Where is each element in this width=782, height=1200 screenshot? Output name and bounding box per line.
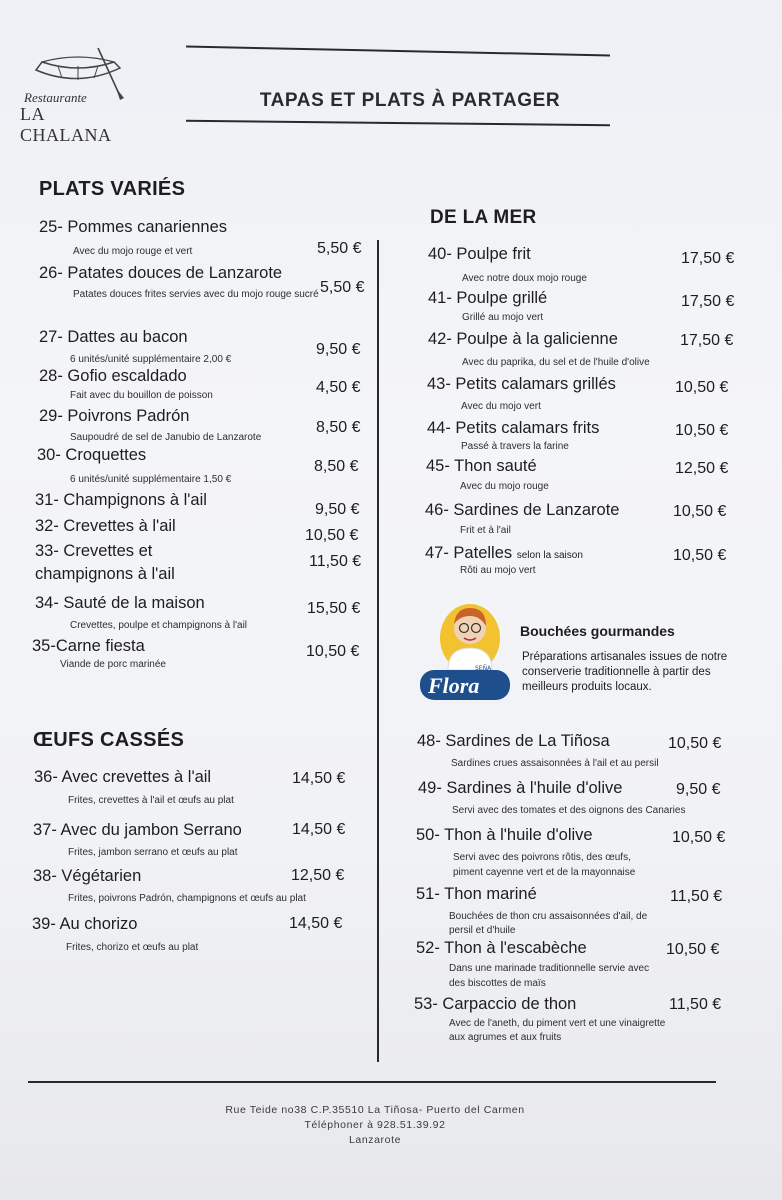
item-price: 8,50 € bbox=[316, 419, 361, 436]
item-price: 9,50 € bbox=[316, 341, 361, 358]
restaurant-logo bbox=[18, 40, 138, 145]
title-rule-top bbox=[186, 46, 610, 57]
item-name: 38- Végétarien bbox=[33, 867, 142, 885]
item-name: 42- Poulpe à la galicienne bbox=[428, 330, 618, 348]
footer-region: Lanzarote bbox=[348, 1134, 402, 1146]
item-price: 10,50 € bbox=[668, 735, 722, 752]
item-description-line2: persil et d'huile bbox=[449, 925, 516, 936]
footer-address: Rue Teide no38 C.P.35510 La Tiñosa- Puerto del Carmen bbox=[225, 1104, 525, 1116]
item-price: 10,50 € bbox=[673, 503, 727, 520]
item-description: Crevettes, poulpe et champignons à l'ail bbox=[70, 620, 248, 631]
item-description: Avec du mojo vert bbox=[461, 401, 541, 412]
item-name: 35-Carne fiesta bbox=[32, 637, 145, 655]
item-description: Dans une marinade traditionnelle servie avec bbox=[449, 963, 650, 974]
item-description: Frites, crevettes à l'ail et œufs au plat bbox=[68, 795, 234, 806]
item-name: 33- Crevettes et bbox=[35, 542, 153, 560]
item-name: 50- Thon à l'huile d'olive bbox=[416, 826, 593, 844]
item-price: 9,50 € bbox=[676, 781, 721, 798]
item-description: Frites, chorizo et œufs au plat bbox=[66, 942, 199, 953]
item-price: 10,50 € bbox=[666, 941, 720, 958]
item-season-note: selon la saison bbox=[516, 550, 583, 561]
item-price: 10,50 € bbox=[672, 829, 726, 846]
logo-subtitle: Restaurante bbox=[24, 90, 87, 105]
page-title: TAPAS ET PLATS À PARTAGER bbox=[259, 90, 561, 111]
item-description: Servi avec des poivrons rôtis, des œufs, bbox=[453, 852, 631, 863]
item-name: 44- Petits calamars frits bbox=[427, 419, 600, 437]
item-price: 17,50 € bbox=[681, 293, 735, 310]
item-name: 32- Crevettes à l'ail bbox=[35, 517, 176, 535]
item-description: Saupoudré de sel de Janubio de Lanzarote bbox=[70, 432, 262, 443]
item-name: 29- Poivrons Padrón bbox=[39, 407, 190, 425]
item-name bbox=[425, 544, 583, 563]
item-price: 10,50 € bbox=[305, 527, 359, 544]
item-price: 5,50 € bbox=[320, 279, 365, 296]
item-price: 11,50 € bbox=[309, 553, 362, 570]
item-name-text: 47- Patelles bbox=[425, 544, 513, 562]
item-name: 53- Carpaccio de thon bbox=[414, 995, 577, 1013]
item-price: 4,50 € bbox=[316, 379, 361, 396]
item-name: 36- Avec crevettes à l'ail bbox=[34, 768, 212, 786]
item-price: 14,50 € bbox=[292, 821, 346, 838]
item-description: Patates douces frites servies avec du mojo rouge sucré bbox=[73, 289, 319, 300]
item-description: Avec notre doux mojo rouge bbox=[462, 273, 587, 284]
item-description: Sardines crues assaisonnées à l'ail et au persil bbox=[451, 758, 659, 769]
item-description: Avec du mojo rouge bbox=[460, 481, 549, 492]
item-description: 6 unités/unité supplémentaire 1,50 € bbox=[70, 474, 232, 485]
footer-phone: Téléphoner à 928.51.39.92 bbox=[304, 1119, 446, 1131]
bouchees-description: Préparations artisanales issues de notre conserverie traditionnelle à partir des meilleurs produits locaux. bbox=[522, 651, 728, 693]
item-description: Avec du mojo rouge et vert bbox=[73, 246, 193, 257]
item-name: 31- Champignons à l'ail bbox=[35, 491, 207, 509]
item-description: Viande de porc marinée bbox=[60, 659, 166, 670]
item-price: 8,50 € bbox=[314, 458, 359, 475]
title-rule-bottom bbox=[186, 120, 610, 126]
item-name: 43- Petits calamars grillés bbox=[427, 375, 616, 393]
item-description-line2: piment cayenne vert et de la mayonnaise bbox=[453, 867, 636, 878]
item-description-line2: des biscottes de maïs bbox=[449, 978, 546, 989]
section-heading-oeufs-casses: ŒUFS CASSÉS bbox=[33, 729, 185, 751]
item-price: 17,50 € bbox=[681, 250, 735, 267]
item-price: 17,50 € bbox=[680, 332, 734, 349]
item-price: 10,50 € bbox=[675, 379, 729, 396]
item-price: 14,50 € bbox=[292, 770, 346, 787]
flora-brand: Flora bbox=[428, 673, 480, 698]
item-name: 48- Sardines de La Tiñosa bbox=[417, 732, 610, 750]
item-description: 6 unités/unité supplémentaire 2,00 € bbox=[70, 354, 232, 365]
item-name: 34- Sauté de la maison bbox=[35, 594, 205, 612]
item-description: Avec du paprika, du sel et de l'huile d'olive bbox=[462, 357, 650, 368]
item-name: 45- Thon sauté bbox=[426, 457, 537, 475]
item-description: Frites, poivrons Padrón, champignons et œufs au plat bbox=[68, 893, 306, 904]
flora-brand-small: SEÑA bbox=[475, 665, 492, 672]
item-name: 40- Poulpe frit bbox=[428, 245, 531, 263]
item-description: Frit et à l'ail bbox=[460, 525, 511, 536]
item-description: Fait avec du bouillon de poisson bbox=[70, 390, 213, 401]
item-price: 9,50 € bbox=[315, 501, 360, 518]
item-name: 51- Thon mariné bbox=[416, 885, 537, 903]
item-price: 11,50 € bbox=[669, 996, 722, 1013]
item-price: 10,50 € bbox=[306, 643, 360, 660]
item-name: 25- Pommes canariennes bbox=[39, 218, 228, 236]
item-name: 27- Dattes au bacon bbox=[39, 328, 188, 346]
item-name: 30- Croquettes bbox=[37, 446, 147, 464]
item-description: Rôti au mojo vert bbox=[460, 565, 536, 576]
flora-logo bbox=[418, 600, 513, 705]
item-description: Frites, jambon serrano et œufs au plat bbox=[68, 847, 238, 858]
item-name: 52- Thon à l'escabèche bbox=[416, 939, 587, 957]
item-description: Grillé au mojo vert bbox=[462, 312, 544, 323]
item-name: 49- Sardines à l'huile d'olive bbox=[418, 779, 623, 797]
item-name: 46- Sardines de Lanzarote bbox=[425, 501, 620, 519]
item-description: Bouchées de thon cru assaisonnées d'ail, de bbox=[449, 911, 648, 922]
item-description: Passé à travers la farine bbox=[461, 441, 569, 452]
item-price: 15,50 € bbox=[307, 600, 361, 617]
item-price: 10,50 € bbox=[675, 422, 729, 439]
footer-rule bbox=[28, 1081, 716, 1083]
item-name: 39- Au chorizo bbox=[32, 915, 138, 933]
logo-name: LA CHALANA bbox=[20, 104, 112, 145]
section-heading-plats-varies: PLATS VARIÉS bbox=[39, 178, 186, 200]
item-description: Servi avec des tomates et des oignons des Canaries bbox=[452, 805, 686, 816]
section-heading-de-la-mer: DE LA MER bbox=[430, 207, 537, 228]
item-price: 11,50 € bbox=[670, 888, 723, 905]
item-name: 41- Poulpe grillé bbox=[428, 289, 548, 307]
item-name-line2: champignons à l'ail bbox=[35, 565, 175, 583]
item-description-line2: aux agrumes et aux fruits bbox=[449, 1032, 562, 1043]
item-description: Avec de l'aneth, du piment vert et une vinaigrette bbox=[449, 1018, 666, 1029]
item-price: 10,50 € bbox=[673, 547, 727, 564]
item-name: 37- Avec du jambon Serrano bbox=[33, 821, 242, 839]
column-divider bbox=[377, 240, 379, 1062]
item-price: 14,50 € bbox=[289, 915, 343, 932]
item-name: 28- Gofio escaldado bbox=[39, 367, 187, 385]
item-price: 5,50 € bbox=[317, 240, 362, 257]
item-name: 26- Patates douces de Lanzarote bbox=[39, 264, 283, 282]
bouchees-title: Bouchées gourmandes bbox=[520, 623, 675, 639]
item-price: 12,50 € bbox=[291, 867, 345, 884]
item-price: 12,50 € bbox=[675, 460, 729, 477]
